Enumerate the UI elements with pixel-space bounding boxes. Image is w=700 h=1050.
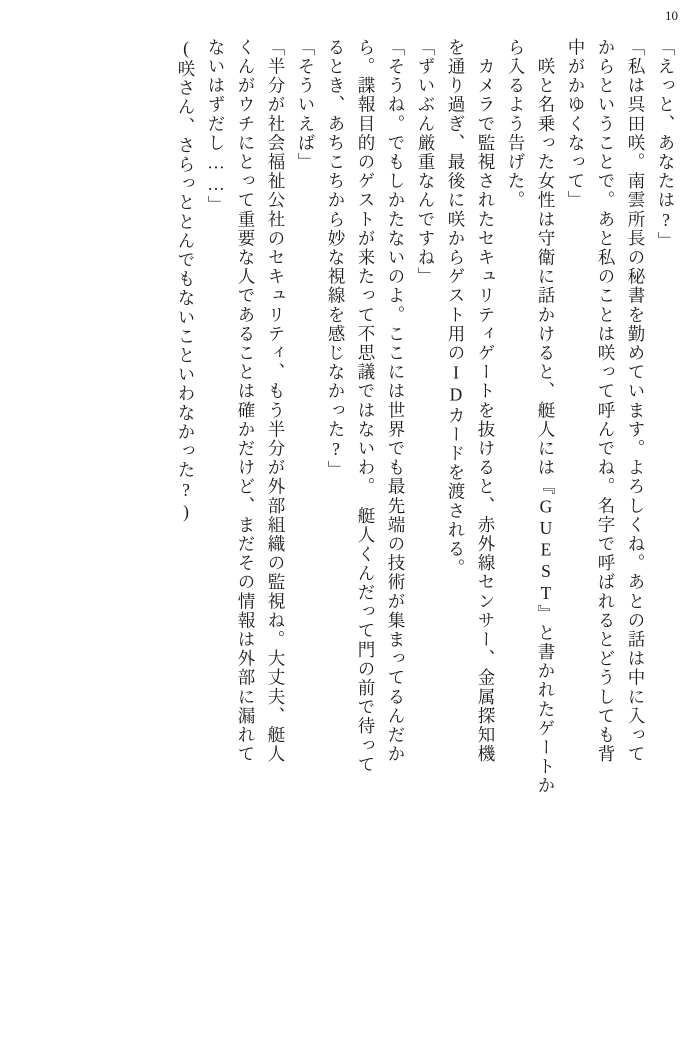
vertical-text-body xyxy=(26,38,674,1024)
text-column: 「ずいぶん厳重なんですね」 xyxy=(416,38,436,287)
text-column: 「私は呉田咲。南雲所長の秘書を勤めています。よろしくね。あとの話は中に入って xyxy=(626,38,646,764)
text-column: 「そういえば」 xyxy=(296,38,316,172)
text-column: からということで。あと私のことは咲って呼んでね。名字で呼ばれるとどうしても背 xyxy=(596,38,616,764)
text-column: 中がかゆくなって」 xyxy=(566,38,586,210)
page-number: 10 xyxy=(665,8,678,23)
text-column: 「半分が社会福祉公社のセキュリティ、もう半分が外部組織の監視ね。大丈夫、艇人 xyxy=(266,38,286,764)
text-column: くんがウチにとって重要な人であることは確かだけど、まだその情報は外部に漏れて xyxy=(236,38,256,764)
text-column: ら入るよう告げた。 xyxy=(506,38,526,210)
text-column: ないはずだし……」 xyxy=(206,38,226,215)
text-column: 「そうね。でもしかたないのよ。ここには世界でも最先端の技術が集まってるんだか xyxy=(386,38,406,764)
text-column: るとき、あちこちから妙な視線を感じなかった?」 xyxy=(326,38,346,480)
text-column: カメラで監視されたセキュリティゲートを抜けると、赤外線センサー、金属探知機 xyxy=(476,38,496,764)
text-column: 咲と名乗った女性は守衛に話かけると、艇人には『GUEST』と書かれたゲートか xyxy=(536,38,556,796)
text-column: を通り過ぎ、最後に咲からゲスト用のIDカードを渡される。 xyxy=(446,38,466,578)
text-column: (咲さん、さらっととんでもないこといわなかった?) xyxy=(176,38,196,523)
text-column: 「えっと、あなたは?」 xyxy=(656,38,676,251)
text-column: ら。諜報目的のゲストが来たって不思議ではないわ。 艇人くんだって門の前で待って xyxy=(356,38,376,775)
